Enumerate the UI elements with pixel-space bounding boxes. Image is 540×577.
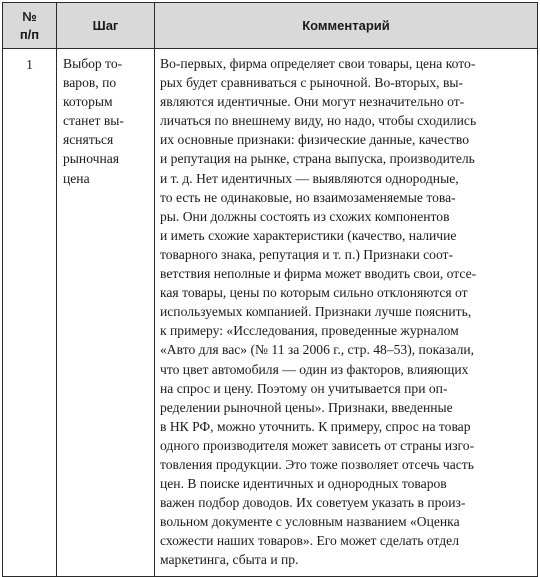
step-line: рыночная [63, 151, 120, 167]
comment-line: личаться по внешнему виду, но надо, чтобы сходились [160, 113, 477, 129]
comment-line: и иметь схожие характеристики (качество, наличие [160, 227, 457, 243]
comment-line: схожести наших товаров». Его может сделать отдел [160, 533, 459, 549]
comment-line: маркетинга, сбыта и пр. [160, 552, 299, 568]
comment-line: на спрос и цену. Поэтому он учитывается при оп- [160, 380, 448, 396]
comment-line: в НК РФ, можно уточнить. К примеру, спрос на товар [160, 418, 471, 434]
step-line: варов, по [63, 75, 117, 91]
header-number-abbr: п/п [19, 26, 40, 42]
comment-line: важен подбор доводов. Их советуем указать в произ- [160, 495, 466, 511]
header-number-symbol: № [22, 8, 37, 24]
steps-table [2, 2, 538, 577]
table-row [3, 49, 538, 577]
comment-line: рых будет сравниваться с рыночной. Во-вторых, вы- [160, 75, 464, 91]
table-header-row [3, 3, 538, 49]
comment-line: ветствия неполные и фирма может вводить свои, отсе- [160, 266, 477, 282]
comment-line: ры. Они должны состоять из схожих компонентов [160, 208, 450, 224]
step-line: цена [63, 170, 90, 186]
header-step: Шаг [57, 3, 155, 49]
comment-line: «Авто для вас» (№ 11 за 2006 г., стр. 48–53), показали, [160, 342, 475, 358]
row-number: 1 [3, 49, 57, 577]
comment-line: кая товары, цены по которым сильно отклоняются от [160, 285, 468, 301]
step-line: ясняться [63, 132, 114, 148]
step-line: которым [63, 94, 113, 110]
step-line: Выбор то- [63, 56, 123, 71]
header-comment: Комментарий [155, 3, 538, 49]
comment-line: цен. В поиске идентичных и однородных товаров [160, 476, 447, 492]
comment-line: используемых компанией. Признаки лучше пояснить, [160, 304, 472, 320]
comment-line: товарного знака, репутация и т. п.) Признаки соот- [160, 246, 454, 262]
comment-cell [155, 49, 538, 577]
comment-line: и репутация на рынке, страна выпуска, производитель [160, 151, 475, 167]
comment-line: вольном документе с условным названием «Оценка [160, 514, 460, 530]
comment-line: ределении рыночной цены». Признаки, введенные [160, 399, 453, 415]
header-number [3, 3, 57, 49]
comment-line: их основные признаки: физические данные, качество [160, 132, 469, 148]
step-cell [57, 49, 155, 577]
comment-line: и т. д. Нет идентичных — выявляются однородные, [160, 170, 459, 186]
comment-line: к примеру: «Исследования, проведенные журналом [160, 323, 459, 339]
comment-line: Во-первых, фирма определяет свои товары, цена кото- [160, 56, 476, 71]
comment-line: товления продукции. Это тоже позволяет отсечь часть [160, 456, 474, 472]
step-line: станет вы- [63, 113, 124, 129]
comment-line: одного производителя может зависеть от страны изго- [160, 437, 475, 453]
comment-line: что цвет автомобиля — один из факторов, влияющих [160, 361, 469, 377]
comment-line: то есть не одинаковые, но взаимозаменяемые това- [160, 189, 456, 205]
comment-line: являются идентичные. Они могут незначительно от- [160, 94, 465, 110]
